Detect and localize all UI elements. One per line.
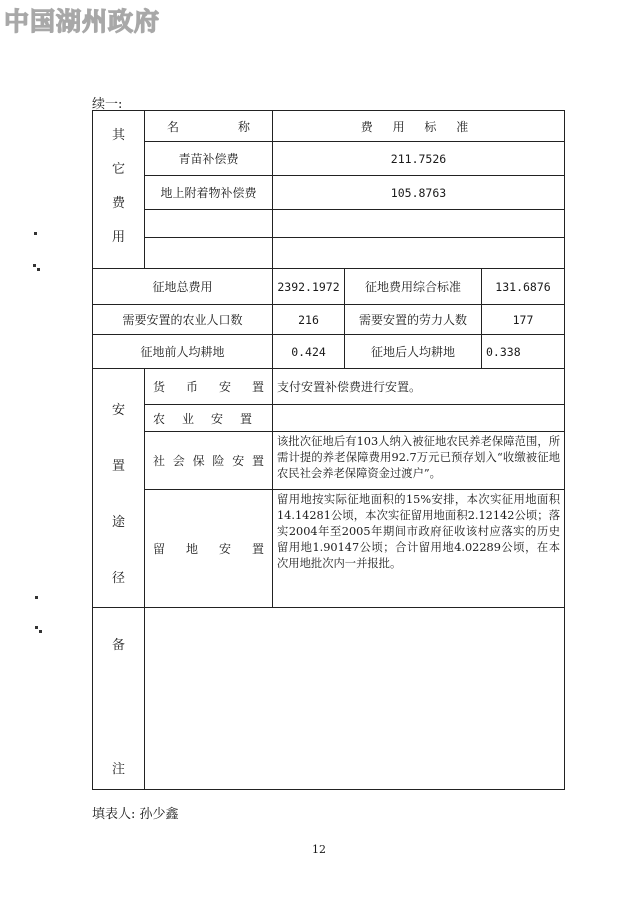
total-fee-label: 征地总费用 bbox=[93, 269, 273, 305]
social-insurance-label: 社会保险安置 bbox=[145, 432, 273, 490]
farm-population-label: 需要安置的农业人口数 bbox=[93, 305, 273, 335]
page-number: 12 bbox=[312, 843, 326, 856]
fee-name-attachment: 地上附着物补偿费 bbox=[145, 176, 273, 210]
fee-value-attachment: 105.8763 bbox=[273, 176, 565, 210]
after-farmland-label: 征地后人均耕地 bbox=[345, 335, 482, 369]
fee-name-empty-1 bbox=[145, 210, 273, 238]
fee-value-empty-1 bbox=[273, 210, 565, 238]
remarks-side-label: 备 注 bbox=[93, 608, 145, 790]
scan-mark bbox=[37, 268, 40, 271]
header-standard: 费 用 标 准 bbox=[273, 111, 565, 142]
labor-count-value: 177 bbox=[482, 305, 565, 335]
fee-name-empty-2 bbox=[145, 238, 273, 269]
fee-value-empty-2 bbox=[273, 238, 565, 269]
filler-signature: 填表人: 孙少鑫 bbox=[92, 807, 179, 822]
resettlement-side-label: 安 置 途 径 bbox=[93, 369, 145, 608]
scan-mark bbox=[39, 630, 42, 633]
remarks-content bbox=[145, 608, 565, 790]
before-farmland-value: 0.424 bbox=[273, 335, 345, 369]
fee-name-crop: 青苗补偿费 bbox=[145, 142, 273, 176]
agri-resettlement-text bbox=[273, 405, 565, 432]
scan-mark bbox=[35, 626, 38, 629]
labor-count-label: 需要安置的劳力人数 bbox=[345, 305, 482, 335]
scan-mark bbox=[35, 596, 38, 599]
fee-value-crop: 211.7526 bbox=[273, 142, 565, 176]
monetary-resettlement-label: 货币安置 bbox=[145, 369, 273, 405]
scan-mark bbox=[33, 264, 36, 267]
continued-label: 续一: bbox=[92, 97, 123, 112]
land-requisition-fee-table bbox=[92, 110, 565, 790]
before-farmland-label: 征地前人均耕地 bbox=[93, 335, 273, 369]
composite-standard-label: 征地费用综合标准 bbox=[345, 269, 482, 305]
agri-resettlement-label: 农业安置 bbox=[145, 405, 273, 432]
other-fees-side-label: 其 它 费 用 bbox=[93, 111, 145, 269]
composite-standard-value: 131.6876 bbox=[482, 269, 565, 305]
social-insurance-text: 该批次征地后有103人纳入被征地农民养老保障范围，所需计提的养老保障费用92.7万元已预存划入“收缴被征地农民社会养老保障资金过渡户”。 bbox=[273, 432, 565, 490]
watermark-logo: 中国湖州政府 bbox=[4, 7, 161, 36]
scan-mark bbox=[34, 232, 37, 235]
header-name: 名 称 bbox=[145, 111, 273, 142]
reserved-land-text: 留用地按实际征地面积的15%安排，本次实征用地面积14.14281公顷，本次实征留用地面积2.12142公顷；落实2004年至2005年期间市政府征收该村应落实的历史留用地1.90147公顷；合计留用地4.02289公顷，在本次用地批次内一并报批。 bbox=[273, 490, 565, 608]
reserved-land-label: 留地安置 bbox=[145, 490, 273, 608]
monetary-resettlement-text: 支付安置补偿费进行安置。 bbox=[273, 369, 565, 405]
farm-population-value: 216 bbox=[273, 305, 345, 335]
after-farmland-value: 0.338 bbox=[482, 335, 565, 369]
total-fee-value: 2392.1972 bbox=[273, 269, 345, 305]
